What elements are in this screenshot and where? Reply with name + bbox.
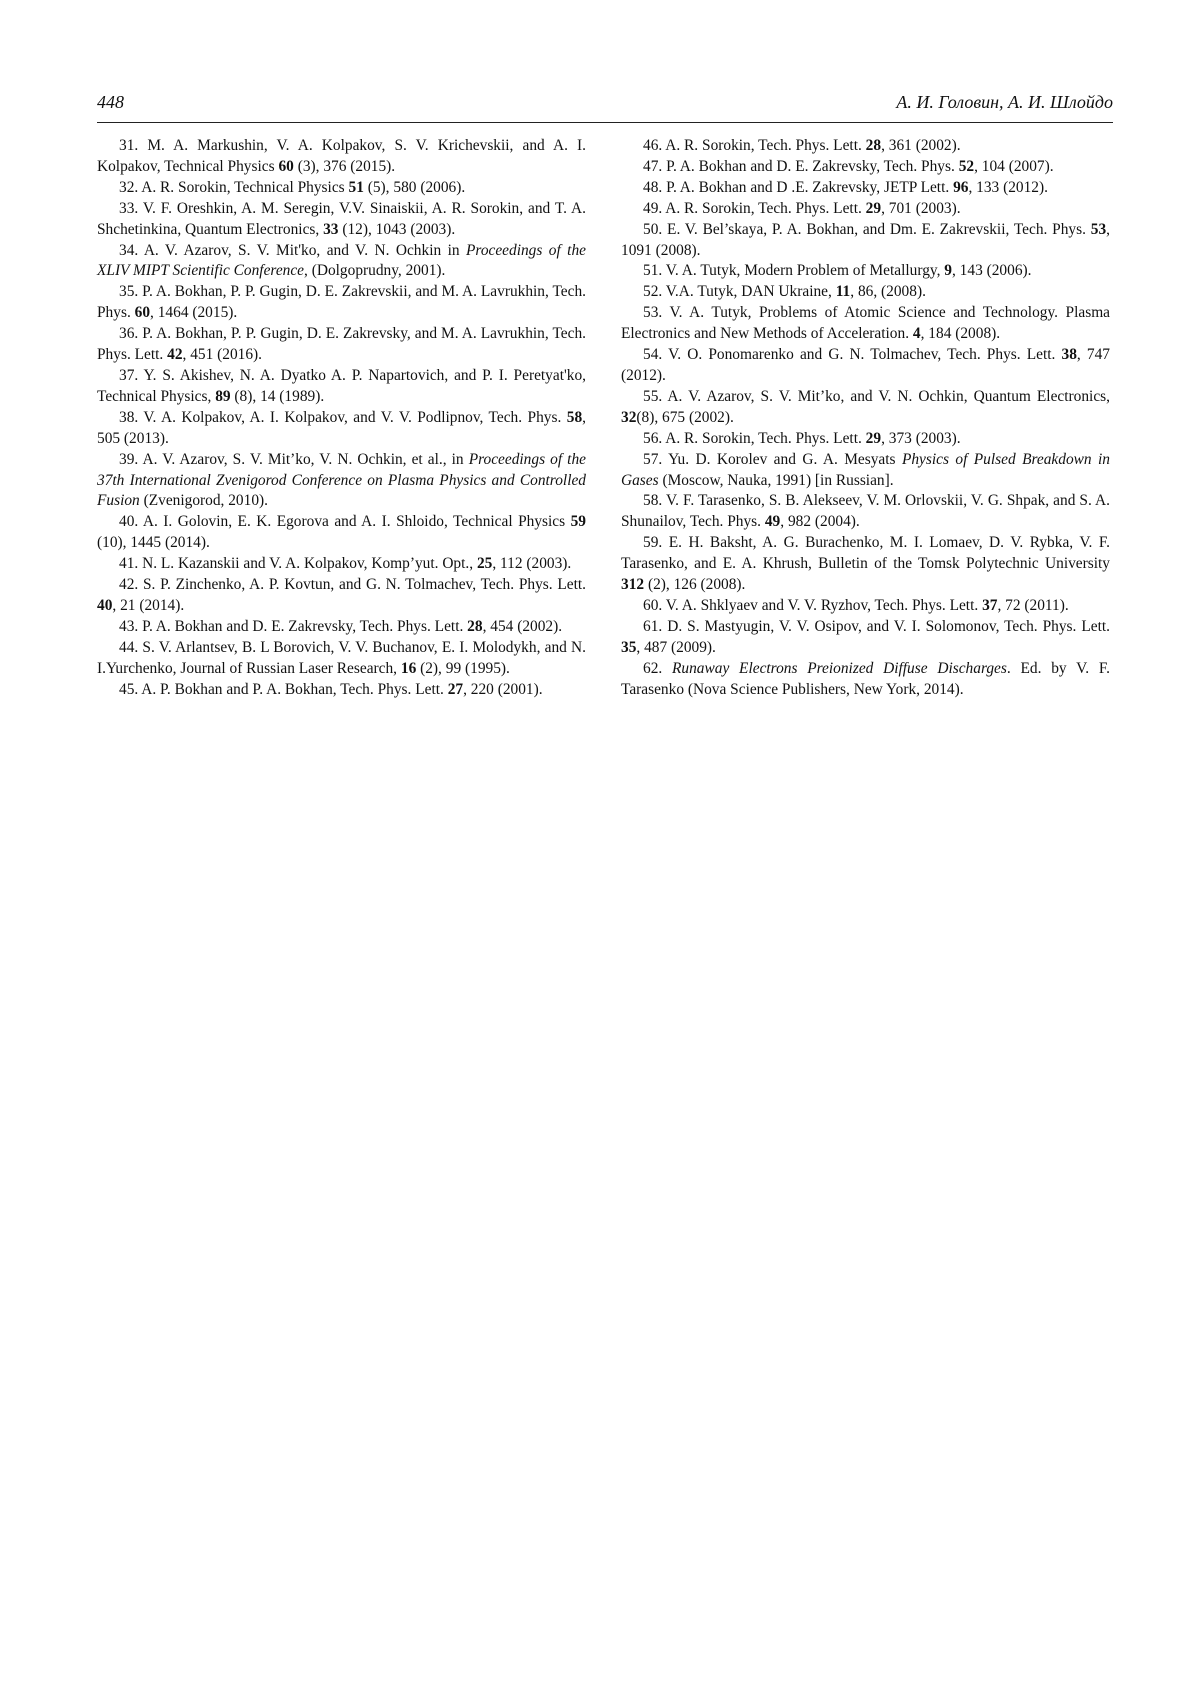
reference-text: 35 (621, 638, 637, 656)
reference-item-55 (621, 387, 1110, 429)
reference-text: 57. Yu. D. Korolev and G. A. Mesyats (643, 450, 902, 468)
reference-text: 46. A. R. Sorokin, Tech. Phys. Lett. (643, 137, 866, 154)
reference-text: 53. V. A. Tutyk, Problems of Atomic Science and Technology. Plasma Electronics and New Methods of Acceleration. (621, 304, 1110, 343)
reference-item-34 (97, 241, 586, 283)
reference-text: 45. A. P. Bokhan and P. A. Bokhan, Tech. Phys. Lett. (119, 680, 448, 698)
reference-text: , 143 (2006). (951, 262, 1032, 280)
reference-text: 27 (447, 680, 464, 698)
reference-text: 25 (476, 555, 493, 573)
reference-text: , 104 (2007). (974, 157, 1054, 175)
reference-item-52 (621, 282, 1110, 303)
reference-text: 36. P. A. Bokhan, P. P. Gugin, D. E. Zakrevsky, and M. A. Lavrukhin, Tech. Phys. Lett. (97, 325, 586, 364)
reference-text: 52 (958, 157, 975, 175)
reference-item-51 (621, 261, 1110, 282)
reference-text: , 112 (2003). (492, 555, 572, 573)
reference-text: , 451 (2016). (182, 346, 263, 364)
reference-text: 60. V. A. Shklyaev and V. V. Ryzhov, Tech. Phys. Lett. (643, 596, 983, 614)
reference-text: 42. S. P. Zinchenko, A. P. Kovtun, and G. N. Tolmachev, Tech. Phys. Lett. (119, 576, 586, 594)
reference-text: 11 (835, 283, 851, 301)
reference-item-37 (97, 366, 586, 408)
reference-text: , 487 (2009). (636, 638, 716, 656)
reference-text: 60 (278, 157, 294, 175)
reference-item-50 (621, 220, 1110, 262)
reference-text: 37 (982, 596, 998, 614)
reference-item-60 (621, 596, 1110, 617)
reference-item-54 (621, 345, 1110, 387)
reference-text: , 21 (2014). (112, 596, 185, 614)
reference-item-44 (97, 638, 586, 680)
reference-text: 40 (97, 596, 113, 614)
reference-text: 49. A. R. Sorokin, Tech. Phys. Lett. (643, 199, 866, 217)
reference-text: 55. A. V. Azarov, S. V. Mit’ko, and V. N. Ochkin, Quantum Electronics, (643, 387, 1110, 405)
reference-text: 54. V. O. Ponomarenko and G. N. Tolmachev, Tech. Phys. Lett. (643, 346, 1062, 364)
reference-text: 38 (1061, 346, 1077, 364)
reference-text: 29 (865, 199, 882, 217)
reference-item-40 (97, 512, 586, 554)
page-header (97, 92, 1113, 123)
reference-text: 44. S. V. Arlantsev, B. L Borovich, V. V. Buchanov, E. I. Molodykh, and N. I.Yurchenko, Journal of Russian Laser Research, (97, 638, 586, 677)
reference-text: 38. V. A. Kolpakov, A. I. Kolpakov, and V. V. Podlipnov, Tech. Phys. (119, 408, 567, 426)
reference-item-48 (621, 178, 1110, 199)
reference-text: , (Dolgoprudny, 2001). (304, 262, 446, 280)
reference-item-59 (621, 533, 1110, 596)
reference-text: 52. V.A. Tutyk, DAN Ukraine, (643, 283, 836, 301)
reference-text: 51 (348, 178, 364, 196)
reference-text: 48. P. A. Bokhan and D .E. Zakrevsky, JETP Lett. (643, 178, 954, 196)
reference-item-38 (97, 408, 586, 450)
reference-text: 29 (865, 429, 882, 447)
reference-text: 51. V. A. Tutyk, Modern Problem of Metallurgy, (643, 262, 945, 280)
reference-text: 61. D. S. Mastyugin, V. V. Osipov, and V. I. Solomonov, Tech. Phys. Lett. (643, 617, 1110, 635)
reference-item-36 (97, 324, 586, 366)
reference-text: 35. P. A. Bokhan, P. P. Gugin, D. E. Zakrevskii, and M. A. Lavrukhin, Tech. Phys. (97, 283, 586, 322)
reference-text: Proceedings of the XLIV MIPT Scientific Conference (97, 241, 586, 280)
reference-text: Physics of Pulsed Breakdown in Gases (621, 450, 1110, 489)
references-left-column (97, 136, 586, 700)
reference-item-43 (97, 617, 586, 638)
reference-text: 59 (570, 513, 586, 531)
reference-text: 49 (764, 513, 781, 531)
reference-text: , 1464 (2015). (150, 304, 238, 322)
reference-text: 16 (400, 659, 417, 677)
reference-text: (10), 1445 (2014). (97, 534, 210, 552)
reference-text: Proceedings of the 37th International Zvenigorod Conference on Plasma Physics and Controlled Fusion (97, 450, 586, 510)
reference-item-56 (621, 429, 1110, 450)
reference-item-35 (97, 282, 586, 324)
reference-text: 34. A. V. Azarov, S. V. Mit'ko, and V. N. Ochkin in (119, 241, 466, 259)
reference-text: 60 (134, 304, 151, 322)
reference-text: (2), 126 (2008). (644, 576, 746, 594)
reference-text: 41. N. L. Kazanskii and V. A. Kolpakov, Komp’yut. Opt., (119, 555, 477, 573)
reference-item-62 (621, 659, 1110, 701)
reference-text: 40. A. I. Golovin, E. K. Egorova and A. I. Shloido, Technical Physics (119, 513, 571, 531)
reference-text: 47. P. A. Bokhan and D. E. Zakrevsky, Tech. Phys. (643, 157, 959, 175)
reference-text: 89 (215, 387, 231, 405)
reference-text: (8), 14 (1989). (230, 387, 325, 405)
reference-text: 32 (621, 408, 637, 426)
reference-text: , 361 (2002). (881, 137, 961, 154)
reference-item-39 (97, 450, 586, 513)
reference-item-32 (97, 178, 586, 199)
reference-text: 56. A. R. Sorokin, Tech. Phys. Lett. (643, 429, 866, 447)
reference-text: (Moscow, Nauka, 1991) [in Russian]. (658, 471, 894, 489)
reference-text: 42 (167, 346, 183, 364)
reference-text: 59. E. H. Baksht, A. G. Burachenko, M. I. Lomaev, D. V. Rybka, V. F. Tarasenko, and E. A. Khrush, Bulletin of the Tomsk Polytechnic University (621, 534, 1110, 573)
reference-item-61 (621, 617, 1110, 659)
reference-text: 9 (944, 262, 952, 280)
reference-text: 28 (467, 617, 483, 635)
reference-item-45 (97, 680, 586, 701)
reference-text: , 1091 (2008). (621, 220, 1110, 259)
running-head: А. И. Головин, А. И. Шлойдо (896, 92, 1113, 112)
reference-text: 28 (865, 137, 882, 154)
reference-text: 32. A. R. Sorokin, Technical Physics (119, 178, 349, 196)
reference-text: 50. E. V. Bel’skaya, P. A. Bokhan, and Dm. E. Zakrevskii, Tech. Phys. (643, 220, 1091, 238)
reference-text: , 373 (2003). (881, 429, 961, 447)
reference-text: , 86, (2008). (850, 283, 926, 301)
reference-item-47 (621, 157, 1110, 178)
reference-text: , 982 (2004). (780, 513, 860, 531)
reference-text: , 133 (2012). (968, 178, 1048, 196)
reference-item-42 (97, 575, 586, 617)
references-right-column (621, 136, 1110, 700)
reference-text: , 454 (2002). (482, 617, 563, 635)
reference-text: 39. A. V. Azarov, S. V. Mit’ko, V. N. Ochkin, et al., in (119, 450, 469, 468)
reference-item-46 (621, 136, 1110, 157)
reference-item-41 (97, 554, 586, 575)
reference-text: 96 (953, 178, 969, 196)
reference-text: (12), 1043 (2003). (338, 220, 456, 238)
reference-text: , 220 (2001). (463, 680, 543, 698)
reference-text: , 72 (2011). (997, 596, 1069, 614)
reference-item-33 (97, 199, 586, 241)
reference-text: , 701 (2003). (881, 199, 961, 217)
reference-text: (8), 675 (2002). (636, 408, 734, 426)
reference-text: (2), 99 (1995). (416, 659, 510, 677)
reference-text: 58. V. F. Tarasenko, S. B. Alekseev, V. M. Orlovskii, V. G. Shpak, and S. A. Shunailov, Tech. Phys. (621, 492, 1110, 531)
reference-text: (3), 376 (2015). (293, 157, 396, 175)
reference-item-58 (621, 491, 1110, 533)
reference-text: 53 (1090, 220, 1107, 238)
reference-text: (Zvenigorod, 2010). (139, 492, 268, 510)
reference-text: , 184 (2008). (920, 325, 1001, 343)
reference-text: 62. (643, 659, 673, 677)
reference-text: , 747 (2012). (621, 346, 1110, 384)
reference-text: 58 (566, 408, 583, 426)
reference-text: , 505 (2013). (97, 408, 586, 447)
reference-text: 31. M. A. Markushin, V. A. Kolpakov, S. V. Krichevskii, and A. I. Kolpakov, Technical Physics (97, 137, 586, 175)
reference-text: 33. V. F. Oreshkin, A. M. Seregin, V.V. Sinaiskii, A. R. Sorokin, and T. A. Shchetinkina, Quantum Electronics, (97, 199, 586, 238)
reference-text: 4 (912, 325, 921, 343)
reference-text: 312 (621, 576, 645, 594)
reference-text: 33 (323, 220, 339, 238)
reference-text: Runaway Electrons Preionized Diffuse Discharges (672, 659, 1007, 677)
reference-text: 43. P. A. Bokhan and D. E. Zakrevsky, Tech. Phys. Lett. (119, 617, 468, 635)
reference-text: (5), 580 (2006). (363, 178, 466, 196)
page-number: 448 (97, 92, 124, 112)
reference-item-53 (621, 303, 1110, 345)
reference-item-57 (621, 450, 1110, 492)
reference-text: 37. Y. S. Akishev, N. A. Dyatko A. P. Napartovich, and P. I. Peretyat'ko, Technical Physics, (97, 366, 586, 405)
reference-text: . Ed. by V. F. Tarasenko (Nova Science Publishers, New York, 2014). (621, 659, 1111, 698)
reference-item-31 (97, 136, 586, 178)
reference-item-49 (621, 199, 1110, 220)
